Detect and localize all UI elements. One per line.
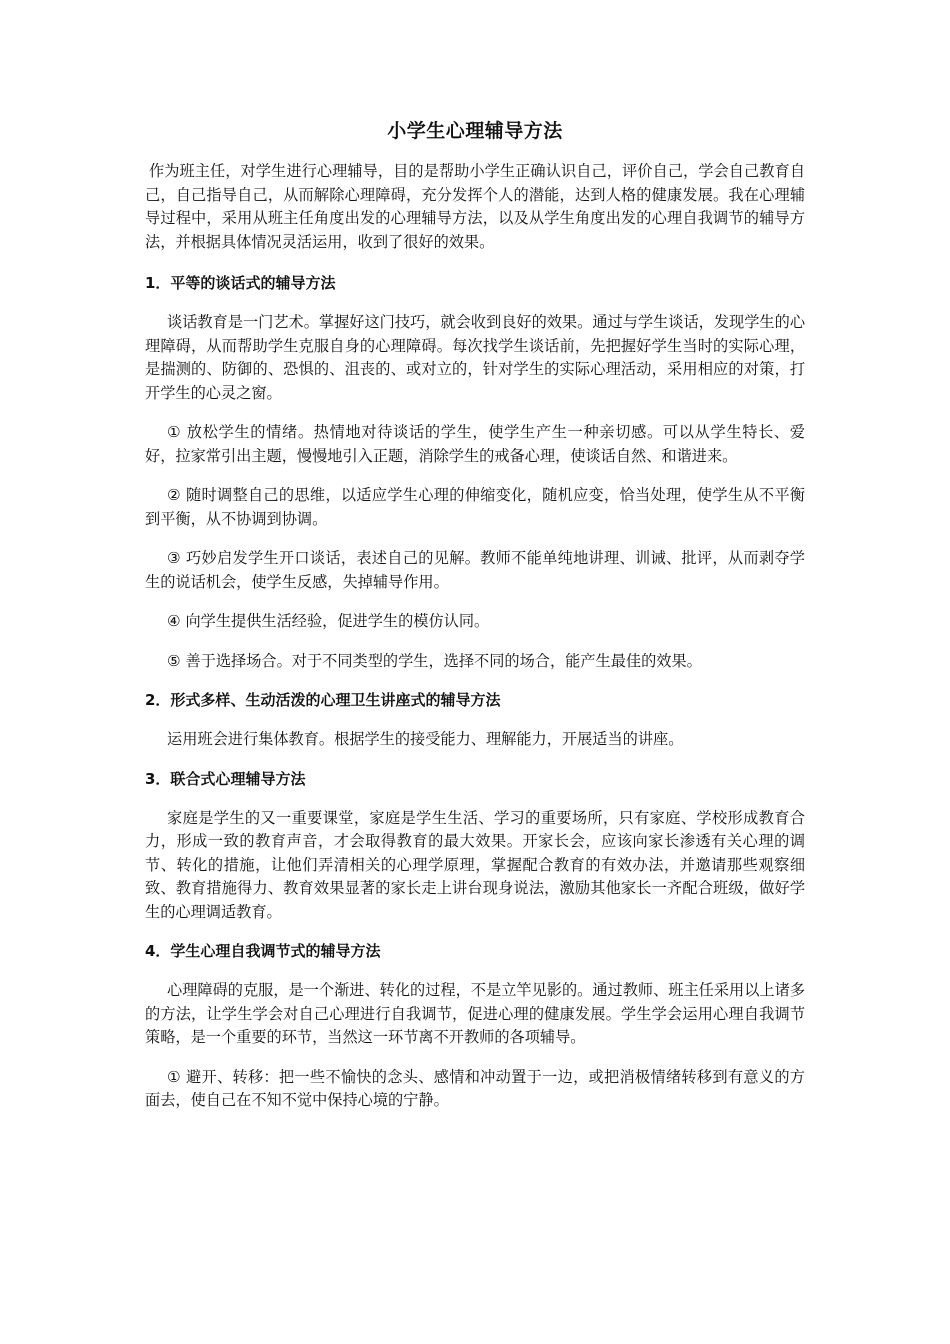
- section-heading-3: 3．联合式心理辅导方法: [145, 769, 306, 788]
- section-heading-4: 4．学生心理自我调节式的辅导方法: [145, 942, 381, 960]
- section-1-item-1: ① 放松学生的情绪。热情地对待谈话的学生，使学生产生一种亲切感。可以从学生特长、爱好，拉家常引出主题，慢慢地引入正题，消除学生的戒备心理，使谈话自然、和谐进来。: [145, 423, 805, 465]
- section-1-item-4: ④ 向学生提供生活经验，促进学生的模仿认同。: [167, 612, 490, 630]
- intro-paragraph: 作为班主任，对学生进行心理辅导，目的是帮助小学生正确认识自己，评价自己，学会自己教育自己，自己指导自己，从而解除心理障碍，充分发挥个人的潜能，达到人格的健康发展。我在心理辅导过程中，采用从班主任角度出发的心理辅导方法，以及从学生角度出发的心理自我调节的辅导方法，并根据具体情况灵活运用，收到了很好的效果。: [145, 162, 805, 251]
- section-1-item-2: ② 随时调整自己的思维，以适应学生心理的伸缩变化，随机应变，恰当处理，使学生从不平衡到平衡，从不协调到协调。: [145, 486, 805, 528]
- section-1-item-5: ⑤ 善于选择场合。对于不同类型的学生，选择不同的场合，能产生最佳的效果。: [167, 651, 702, 670]
- section-1-paragraph: 谈话教育是一门艺术。掌握好这门技巧，就会收到良好的效果。通过与学生谈话，发现学生的心理障碍，从而帮助学生克服自身的心理障碍。每次找学生谈话前，先把握好学生当时的实际心理，是揣测的、防御的、恐惧的、沮丧的、或对立的，针对学生的实际心理活动，采用相应的对策，打开学生的心灵之窗。: [145, 313, 805, 402]
- section-3-paragraph: 家庭是学生的又一重要课堂，家庭是学生生活、学习的重要场所，只有家庭、学校形成教育合力，形成一致的教育声音，才会取得教育的最大效果。开家长会，应该向家长渗透有关心理的调节、转化的措施，让他们弄清相关的心理学原理，掌握配合教育的有效办法，并邀请那些观察细致、教育措施得力、教育效果显著的家长走上讲台现身说法，激励其他家长一齐配合班级，做好学生的心理调适教育。: [145, 808, 805, 921]
- section-heading-1: 1．平等的谈话式的辅导方法: [145, 274, 336, 292]
- section-4-paragraph: 心理障碍的克服，是一个渐进、转化的过程，不是立竿见影的。通过教师、班主任采用以上诸多的方法，让学生学会对自己心理进行自我调节，促进心理的健康发展。学生学会运用心理自我调节策略，是一个重要的环节，当然这一环节离不开教师的各项辅导。: [145, 981, 805, 1046]
- section-heading-2: 2．形式多样、生动活泼的心理卫生讲座式的辅导方法: [145, 691, 501, 709]
- document-page: [145, 118, 805, 1129]
- document-title: 小学生心理辅导方法: [387, 120, 563, 142]
- section-1-item-3: ③ 巧妙启发学生开口谈话，表述自己的见解。教师不能单纯地讲理、训诫、批评，从而剥夺学生的说话机会，使学生反感，失掉辅导作用。: [145, 549, 805, 591]
- section-2-paragraph: 运用班会进行集体教育。根据学生的接受能力、理解能力，开展适当的讲座。: [167, 730, 684, 748]
- section-4-item-1: ① 避开、转移：把一些不愉快的念头、感情和冲动置于一边，或把消极情绪转移到有意义的方面去，使自己在不知不觉中保持心境的宁静。: [145, 1067, 805, 1109]
